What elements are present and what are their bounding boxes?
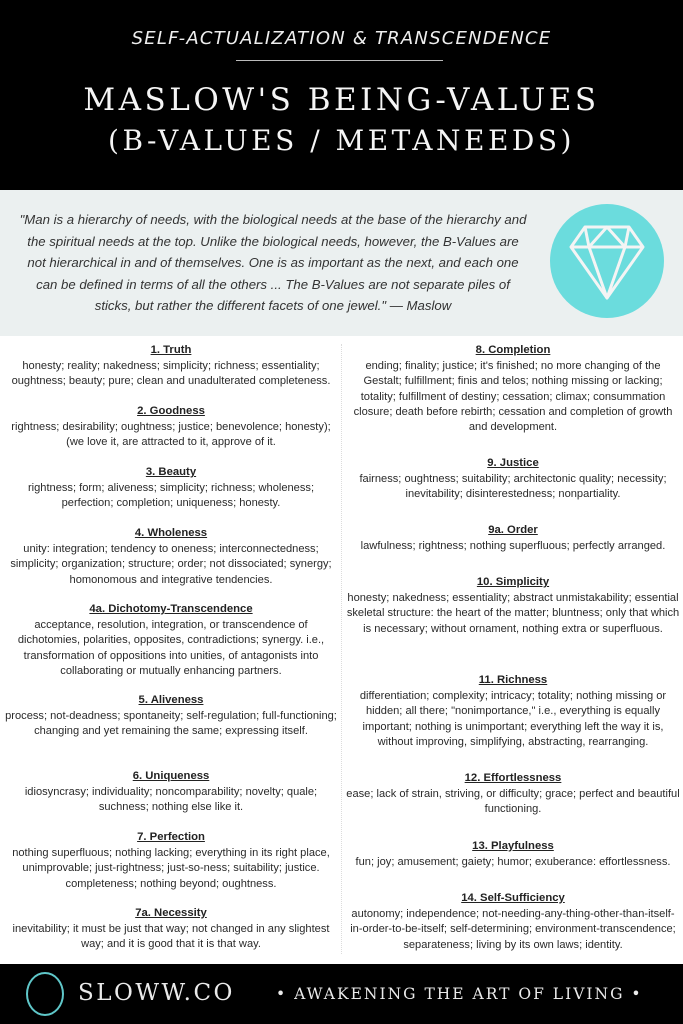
kicker-text: SELF-ACTUALIZATION & TRANSCENDENCE	[131, 28, 552, 49]
b-value-description: acceptance, resolution, integration, or transcendence of dichotomies, polarities, opposites, contradictions; synergy. i.e., transformation of oppositions into unities, of antagonists into collaborating or mutually enhancing partners.	[17, 619, 325, 677]
ring-logo-icon	[26, 972, 64, 1016]
b-values-columns	[0, 336, 683, 962]
b-value-heading: 13. Playfulness	[472, 840, 554, 852]
b-value-heading: 9a. Order	[488, 524, 538, 536]
b-value-heading: 14. Self-Sufficiency	[461, 892, 565, 904]
b-value-description: rightness; form; aliveness; simplicity; richness; wholeness; perfection; completion; uniqueness; honesty.	[27, 482, 315, 510]
b-value-heading: 6. Uniqueness	[132, 770, 210, 782]
column-divider	[341, 344, 342, 954]
b-value-description: nothing superfluous; nothing lacking; everything in its right place, unimprovable; just-rightness; just-so-ness; suitability; justice. completeness; nothing beyond; oughtness.	[12, 847, 330, 890]
b-value-necessity	[4, 906, 338, 953]
b-value-wholeness	[4, 526, 338, 588]
b-value-richness	[346, 673, 680, 750]
b-value-dichotomy-transcendence	[4, 602, 338, 679]
b-value-heading: 7. Perfection	[137, 831, 205, 843]
b-value-description: honesty; nakedness; essentiality; abstract unmistakability; essential skeletal structure: the heart of the matter; bluntness; only that which is necessary; without ornament, nothing extra or superfluous.	[346, 592, 680, 635]
b-value-description: ending; finality; justice; it's finished; no more changing of the Gestalt; fulfillment; finis and telos; nothing missing or lacking; totality; fulfillment of destiny; cessation; climax; consummation closure; death before rebirth; cessation and completion of growth and development.	[353, 360, 673, 434]
maslow-quote: "Man is a hierarchy of needs, with the biological needs at the base of the hierarchy and the spiritual needs at the top. Unlike the biological needs, however, the B-Values are not hierarchical in and of themselves. One is as important as the next, and each one can be defined in terms of all the others ... The B-Values are not separate piles of sticks, but rather the different facets of one jewel." — Maslow	[19, 212, 527, 313]
b-value-justice	[346, 456, 680, 503]
b-value-heading: 3. Beauty	[145, 466, 197, 478]
page-title: MASLOW'S BEING-VALUES	[83, 82, 600, 118]
b-value-heading: 5. Aliveness	[138, 694, 204, 706]
b-value-beauty	[4, 465, 338, 512]
b-value-aliveness	[4, 693, 338, 740]
b-value-heading: 4. Wholeness	[134, 527, 208, 539]
b-value-description: idiosyncrasy; individuality; noncomparability; novelty; quale; suchness; nothing else like it.	[24, 786, 318, 814]
b-value-description: differentiation; complexity; intricacy; totality; nothing missing or hidden; all there; "nonimportance," i.e., everything is equally important; nothing is unimportant; everything left the way it is, without improving, simplifying, abstracting, rearranging.	[359, 690, 667, 748]
page-subtitle: (B-VALUES / METANEEDS)	[108, 124, 575, 157]
b-value-truth	[4, 343, 338, 390]
b-value-uniqueness	[4, 769, 338, 816]
tagline: • AWAKENING THE ART OF LIVING •	[276, 985, 643, 1003]
b-value-self-sufficiency	[346, 891, 680, 953]
b-value-description: honesty; reality; nakedness; simplicity; richness; essentiality; oughtness; beauty; pure; clean and unadulterated completeness.	[11, 360, 331, 388]
b-value-perfection	[4, 830, 338, 892]
header-divider	[236, 60, 443, 61]
b-value-order	[346, 523, 680, 554]
brand-link[interactable]: SLOWW.CO	[78, 980, 235, 1006]
b-value-heading: 8. Completion	[475, 344, 551, 356]
b-value-heading: 9. Justice	[487, 457, 539, 469]
b-value-completion	[346, 343, 680, 435]
b-value-heading: 1. Truth	[150, 344, 192, 356]
quote-band	[0, 190, 683, 336]
b-value-heading: 2. Goodness	[137, 405, 205, 417]
b-value-simplicity	[346, 575, 680, 637]
b-value-heading: 12. Effortlessness	[464, 772, 562, 784]
b-value-heading: 7a. Necessity	[135, 907, 207, 919]
b-value-heading: 4a. Dichotomy-Transcendence	[89, 603, 253, 615]
b-value-playfulness	[346, 839, 680, 870]
b-value-description: rightness; desirability; oughtness; justice; benevolence; honesty); (we love it, are attracted to it, approve of it.	[11, 421, 331, 449]
b-value-effortlessness	[346, 771, 680, 818]
b-value-description: inevitability; it must be just that way; not changed in any slightest way; and it is good that it is that way.	[12, 923, 330, 951]
header-banner	[0, 0, 683, 190]
footer-banner	[0, 964, 683, 1024]
diamond-icon	[550, 204, 664, 318]
diamond-badge	[550, 204, 664, 318]
b-value-description: process; not-deadness; spontaneity; self-regulation; full-functioning; changing and yet remaining the same; expressing itself.	[5, 710, 337, 738]
b-value-goodness	[4, 404, 338, 451]
b-value-description: fairness; oughtness; suitability; architectonic quality; necessity; inevitability; disinterestedness; nonpartiality.	[359, 473, 667, 501]
b-value-description: ease; lack of strain, striving, or difficulty; grace; perfect and beautiful functioning.	[346, 788, 680, 816]
b-value-description: unity: integration; tendency to oneness; interconnectedness; simplicity; organization; structure; order; not dissociated; synergy; homonomous and integrative tendencies.	[10, 543, 332, 586]
b-value-description: lawfulness; rightness; nothing superfluous; perfectly arranged.	[360, 540, 666, 552]
b-value-heading: 10. Simplicity	[476, 576, 550, 588]
b-value-description: fun; joy; amusement; gaiety; humor; exuberance: effortlessness.	[355, 856, 671, 868]
b-value-description: autonomy; independence; not-needing-any-thing-other-than-itself-in-order-to-be-itself; self-determining; environment-transcendence; separateness; living by its own laws; identity.	[350, 908, 676, 951]
b-value-heading: 11. Richness	[478, 674, 548, 686]
